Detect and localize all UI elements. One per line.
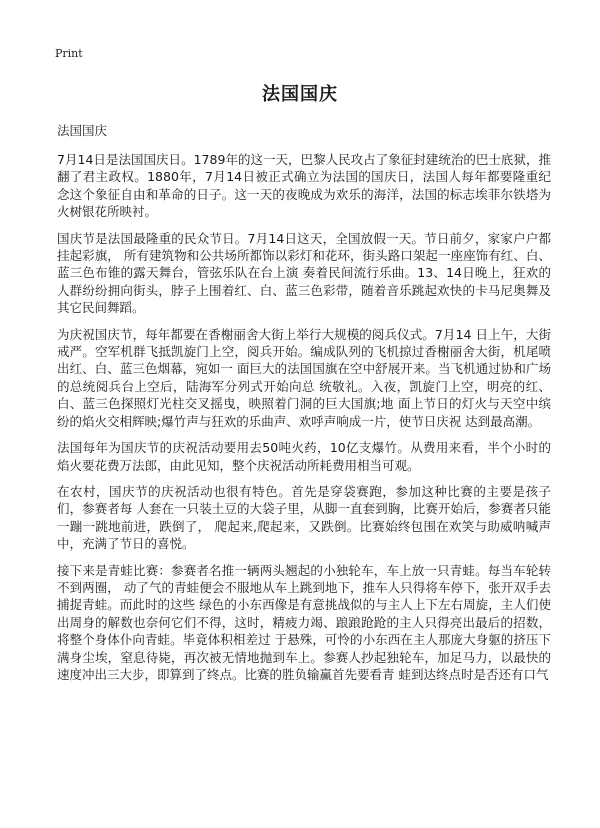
paragraph-4: 法国每年为国庆节的庆祝活动要用去50吨火药，10亿支爆竹。从费用来看，半个小时的焰火要花费万法郎，由此见知，整个庆祝活动所耗费用相当可观。 — [57, 440, 551, 473]
paragraph-6: 接下来是青蛙比赛：参赛者名推一辆两头翘起的小独轮车，车上放一只青蛙。每当车轮转不到两圈， 动了气的青蛙便会不服地从车上跳到地下，推车人只得将车停下，张开双手去捕捉青蛙。而此时的这些 绿色的小东西像是有意挑战似的与主人上下左右周旋，主人们使出周身的解数也奈何它们不得，这时，精疲力竭、踉踉跄跄的主人只得亮出最后的招数，将整个身体仆向青蛙。毕竟体积相差过 于悬殊，可怜的小东西在主人那庞大身躯的挤压下满身尘埃，窒息待毙，再次被无情地抛到车上。参赛人抄起独轮车，加足马力，以最快的速度冲出三大步，即算到了终点。比赛的胜负输赢首先要看青 蛙到达终点时是否还有口气 — [57, 562, 551, 682]
paragraph-1: 7月14日是法国国庆日。1789年的这一天，巴黎人民攻占了象征封建统治的巴士底狱，推翻了君主政权。1880年，7月14日被正式确立为法国的国庆日，法国人每年都要隆重纪 念这个象征自由和革命的日子。这一天的夜晚成为欢乐的海洋，法国的标志埃菲尔铁塔为火树银花所映衬。 — [57, 152, 551, 220]
paragraph-3: 为庆祝国庆节，每年都要在香榭丽舍大街上举行大规模的阅兵仪式。7月14 日上午，大街戒严。空军机群飞抵凯旋门上空，阅兵开始。编成队列的飞机掠过香榭丽舍大街，机尾喷 出红、白、蓝三色烟幕，宛如一 面巨大的法国国旗在空中舒展开来。当飞机通过协和广场的总统阅兵台上空后，陆海军分列式开始向总 统敬礼。入夜，凯旋门上空，明亮的红、白、蓝三色探照灯光柱交叉摇曳，映照着门洞的巨大国旗;地 面上节日的灯火与天空中缤纷的焰火交相辉映;爆竹声与狂欢的乐曲声、欢呼声响成一片，使节日庆祝 达到最高潮。 — [57, 326, 551, 429]
page-title: 法国国庆 — [262, 84, 338, 105]
article-subtitle: 法国国庆 — [57, 123, 108, 138]
paragraph-5: 在农村，国庆节的庆祝活动也很有特色。首先是穿袋赛跑，参加这种比赛的主要是孩子们，参赛者每 人套在一只装土豆的大袋子里，从脚一直套到胸，比赛开始后，参赛者只能一蹦一跳地前进，跌倒了， 爬起来,爬起来，又跌倒。比赛始终包围在欢笑与助威呐喊声中，充满了节日的喜悦。 — [57, 483, 551, 552]
paragraph-2: 国庆节是法国最隆重的民众节日。7月14日这天，全国放假一天。节日前夕，家家户户都挂起彩旗， 所有建筑物和公共场所都饰以彩灯和花环，街头路口架起一座座饰有红、白、蓝三色布锥的露天舞台，管弦乐队在台上演 奏着民间流行乐曲。13、14日晚上，狂欢的人群纷纷拥向街头，脖子上围着红、白、蓝三色彩带，随着音乐跳起欢快的卡马尼奥舞及其它民间舞蹈。 — [57, 230, 551, 316]
print-link[interactable]: Print — [55, 47, 83, 60]
article-body — [57, 151, 551, 692]
